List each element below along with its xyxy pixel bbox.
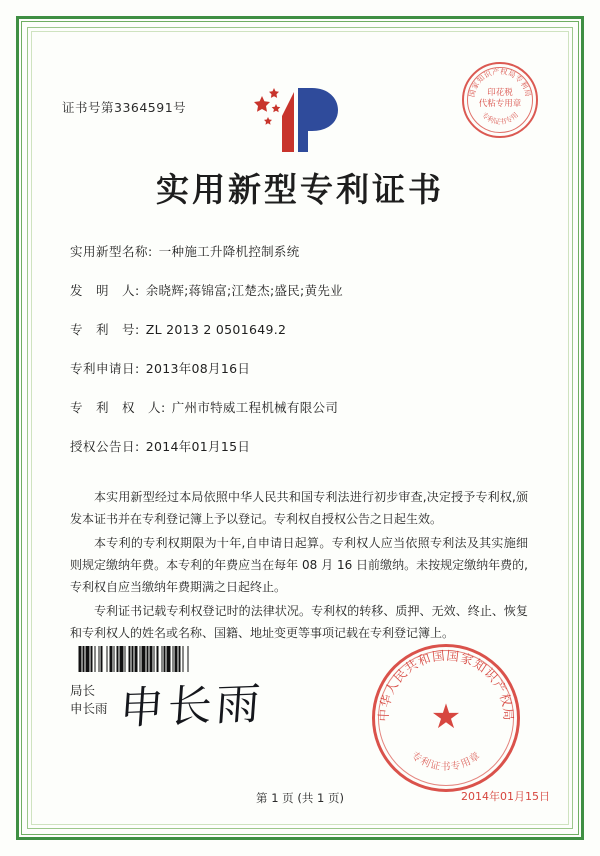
field-label: 专利申请日: bbox=[70, 361, 140, 376]
seal-star-icon: ★ bbox=[430, 699, 462, 736]
field-inventors bbox=[70, 281, 530, 299]
field-application-date bbox=[70, 359, 530, 377]
field-value: ZL 2013 2 0501649.2 bbox=[145, 322, 287, 337]
field-label: 专 利 号: bbox=[70, 322, 140, 337]
handwritten-signature: 申长雨 bbox=[117, 678, 266, 735]
sipo-logo-icon bbox=[252, 82, 348, 158]
field-value: 余晓辉;蒋锦富;江楚杰;盛民;黄先业 bbox=[145, 283, 343, 298]
field-patentee bbox=[70, 398, 530, 416]
field-value: 一种施工升降机控制系统 bbox=[158, 244, 300, 259]
legal-body-text bbox=[70, 486, 528, 646]
national-office-seal bbox=[372, 644, 520, 792]
seal-center-text: 印花税 代粘专用章 bbox=[478, 88, 522, 109]
field-label: 发 明 人: bbox=[70, 283, 140, 298]
barcode bbox=[70, 646, 198, 672]
field-label: 专 利 权 人: bbox=[70, 400, 166, 415]
field-value: 2013年08月16日 bbox=[145, 361, 251, 376]
field-value: 广州市特威工程机械有限公司 bbox=[171, 400, 339, 415]
field-grant-date bbox=[70, 437, 530, 455]
tax-stamp-seal bbox=[462, 62, 542, 142]
certificate-number: 证书号第3364591号 bbox=[62, 100, 187, 115]
svg-text:国家知识产权局专利局: 国家知识产权局专利局 bbox=[467, 66, 533, 98]
seal-date: 2014年01月15日 bbox=[461, 790, 550, 803]
svg-text:专利证书专用: 专利证书专用 bbox=[479, 111, 521, 127]
field-label: 实用新型名称: bbox=[70, 244, 153, 259]
signature-role-label: 局长 bbox=[70, 683, 96, 698]
signature-name-label: 申长雨 bbox=[70, 701, 108, 716]
legal-paragraph-3: 专利证书记载专利权登记时的法律状况。专利权的转移、质押、无效、终止、恢复和专利权人的姓名或名称、国籍、地址变更等事项记载在专利登记簿上。 bbox=[70, 604, 528, 640]
field-invention-name bbox=[70, 242, 530, 260]
svg-text:专利证书专用章: 专利证书专用章 bbox=[408, 750, 484, 773]
certificate-content bbox=[34, 34, 566, 822]
page-footer: 第 1 页 (共 1 页) bbox=[256, 791, 344, 805]
field-label: 授权公告日: bbox=[70, 439, 140, 454]
legal-paragraph-2: 本专利的专利权期限为十年,自申请日起算。专利权人应当依照专利法及其实施细则规定缴纳年费。本专利的年费应当在每年 08 月 16 日前缴纳。未按规定缴纳年费的,专利权自应当缴纳年费期满之日起终止。 bbox=[70, 536, 528, 594]
field-patent-number bbox=[70, 320, 530, 338]
field-list bbox=[70, 242, 530, 476]
legal-paragraph-1: 本实用新型经过本局依照中华人民共和国专利法进行初步审查,决定授予专利权,颁发本证书并在专利登记簿上予以登记。专利权自授权公告之日起生效。 bbox=[70, 490, 528, 526]
svg-text:中华人民共和国国家知识产权局: 中华人民共和国国家知识产权局 bbox=[375, 647, 517, 722]
signature-block bbox=[70, 682, 108, 718]
field-value: 2014年01月15日 bbox=[145, 439, 251, 454]
page-title: 实用新型专利证书 bbox=[156, 170, 444, 209]
